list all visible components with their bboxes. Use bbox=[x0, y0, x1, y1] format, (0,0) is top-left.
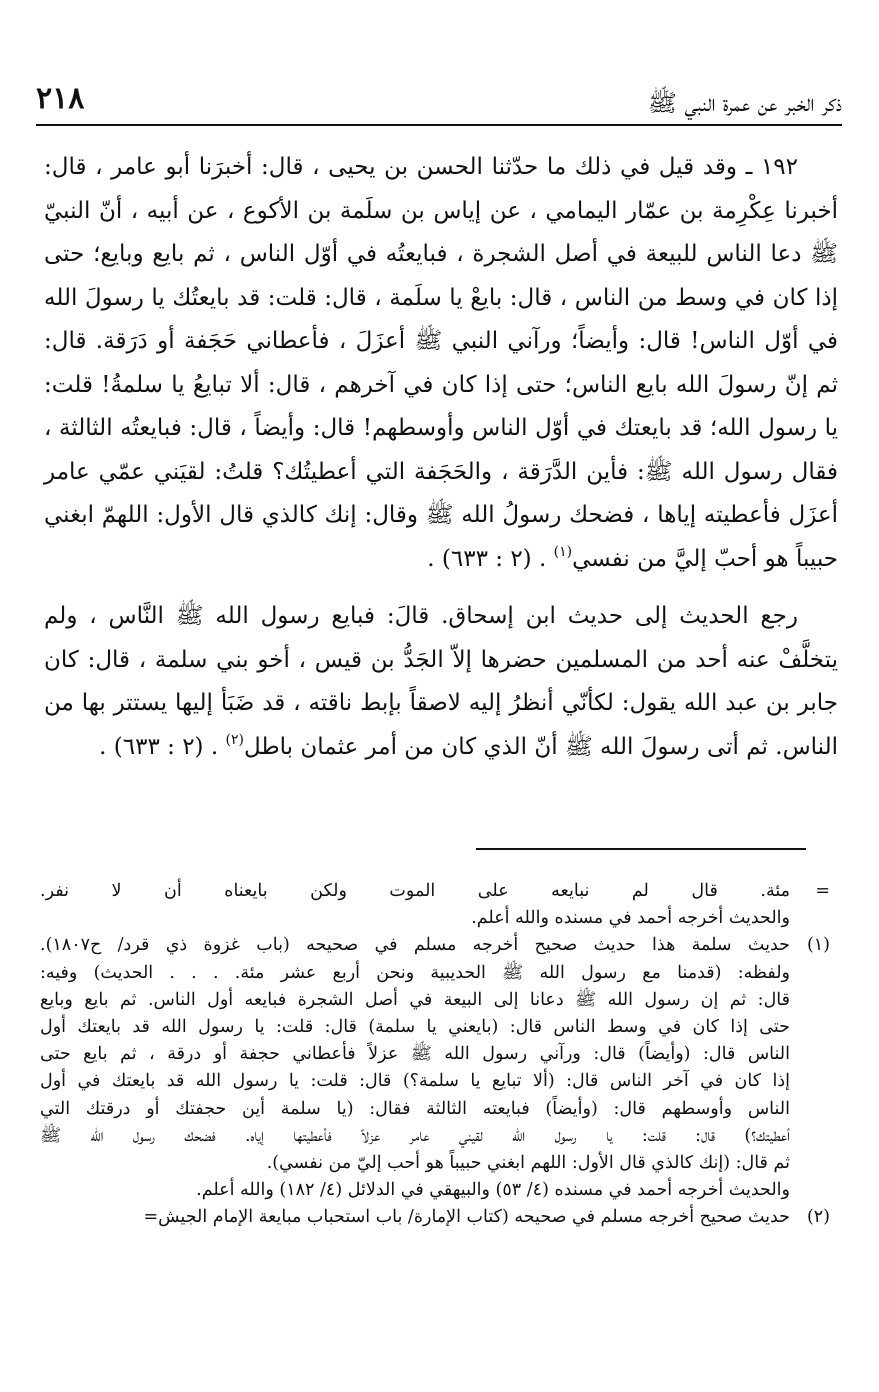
paragraph-ibn-ishaq bbox=[44, 595, 838, 769]
footnote-line: الناس وأوسطهم قال: (وأيضاً) فبايعته الثالثة فقال: (يا سلمة أين حجفتك أو درقتك التي bbox=[40, 1098, 790, 1119]
footnote-1 bbox=[40, 932, 844, 1204]
footnote-ref-2: (٢) bbox=[225, 731, 244, 748]
footnote-line: ثم قال: (إنك كالذي قال الأول: اللهم ابغني حبيباً هو أحب إليّ من نفسي). bbox=[266, 1153, 790, 1174]
footnote-line: والحديث أخرجه أحمد في مسنده والله أعلم. bbox=[471, 908, 790, 929]
footnote-line: مئة. قال لم نبايعه على الموت ولكن بايعناه أن لا نفر. bbox=[40, 881, 790, 901]
footnote-line: حديث سلمة هذا حديث صحيح أخرجه مسلم في صحيحه (باب غزوة ذي قرد/ ح١٨٠٧). bbox=[40, 935, 790, 956]
paragraph-1-citation: . (٢ : ٦٣٣) . bbox=[427, 545, 547, 572]
page-number: ٢١٨ bbox=[36, 81, 85, 116]
footnote-ref-1: (١) bbox=[553, 543, 573, 560]
continuation-marker: = bbox=[815, 881, 830, 901]
header-divider bbox=[36, 124, 842, 126]
footnote-1-marker: (١) bbox=[806, 935, 830, 956]
footnote-line: والحديث أخرجه أحمد في مسنده (٤/ ٥٣) والبيهقي في الدلائل (٤/ ١٨٢) والله أعلم. bbox=[196, 1180, 790, 1201]
footnote-divider bbox=[476, 848, 806, 850]
paragraph-2-citation: . (٢ : ٦٣٣) . bbox=[99, 733, 219, 760]
footnote-2 bbox=[40, 1204, 844, 1231]
paragraph-1-text: ١٩٢ ـ وقد قيل في ذلك ما حدّثنا الحسن بن يحيى ، قال: أخبرَنا أبو عامر ، قال: أخبرنا عِكْرِمة بن عمّار اليمامي ، عن إياس بن سلَمة بن الأكوع ، عن أبيه ، أنّ النبيّ ﷺ دعا الناس للبيعة في أصل الشجرة ، فبايعتُه في أوّل الناس ، ثم بايع وبايع؛ حتى إذا كان في وسط من الناس ، قال: بايعْ يا سلَمة ، قال: قلت: قد بايعتُك يا رسولَ الله في أوّل الناس! قال: وأيضاً؛ ورآني النبي ﷺ أعزَلَ ، فأعطاني حَجَفة أو دَرَقة. قال: ثم إنّ رسولَ الله بايع الناس؛ حتى إذا كان في آخرهم ، قال: ألا تبايعُ يا سلمةُ! قلت: يا رسول الله؛ قد بايعتك في أوّل الناس وأوسطهم! قال: وأيضاً ، قال: فبايعتُه الثالثة ، فقال رسول الله ﷺ: فأين الدَّرَقة ، والحَجَفة التي أعطيتُك؟ قلتُ: لقيَني عمّي عامر أعزَل فأعطيته إياها ، فضحك رسولُ الله ﷺ وقال: إنك كالذي قال الأول: اللهمّ ابغني حبيباً هو أحبّ إليَّ من نفسي bbox=[44, 154, 838, 572]
footnote-line: أعطيتك؟) قال: قلت: يا رسول الله لقيني عامر عزلاً فأعطيتها إياه. فضحك رسول الله ﷺ bbox=[40, 1125, 790, 1146]
page-header bbox=[36, 81, 842, 125]
main-text bbox=[44, 146, 838, 769]
paragraph-2-text: رجع الحديث إلى حديث ابن إسحاق. قالَ: فبايع رسول الله ﷺ النَّاس ، ولم يتخلَّفْ عنه أحد من المسلمين حضرها إلاّ الجَدُّ بن قيس ، أخو بني سلمة ، قال: كان جابر بن عبد الله يقول: لكأنّي أنظرُ إليه لاصقاً بإبط ناقته ، قد ضَبَأ إليها يستتر بها من الناس. ثم أتى رسولَ الله ﷺ أنّ الذي كان من أمر عثمان باطل bbox=[44, 603, 838, 760]
running-title: ذكر الخبر عن عمرة النبي ﷺ bbox=[647, 89, 842, 117]
footnote-line: الناس قال: (وأيضاً) قال: ورآني رسول الله ﷺ عزلاً فأعطاني حجفة أو درقة ، ثم بايع حتى bbox=[40, 1044, 790, 1065]
paragraph-hadith-192 bbox=[44, 146, 838, 581]
footnote-line: حديث صحيح أخرجه مسلم في صحيحه (كتاب الإمارة/ باب استحباب مبايعة الإمام الجيش= bbox=[143, 1207, 790, 1228]
footnote-2-marker: (٢) bbox=[806, 1207, 830, 1228]
footnotes bbox=[40, 878, 844, 1232]
footnote-line: ولفظه: (قدمنا مع رسول الله ﷺ الحديبية ونحن أربع عشر مئة. . . . الحديث) وفيه: bbox=[40, 962, 790, 983]
footnote-line: إذا كان في آخر الناس قال: (ألا تبايع يا سلمة؟) قال: قلت: يا رسول الله قد بايعتك في أول bbox=[40, 1071, 790, 1092]
footnote-line: حتى إذا كان في وسط الناس قال: (بايعني يا سلمة) قال: قلت: يا رسول الله قد بايعتك أول bbox=[40, 1017, 790, 1038]
footnote-continuation bbox=[40, 878, 844, 932]
footnote-line: قال: ثم إن رسول الله ﷺ دعانا إلى البيعة في أصل الشجرة فبايعه أول الناس. ثم بايع وبايع bbox=[40, 989, 790, 1010]
